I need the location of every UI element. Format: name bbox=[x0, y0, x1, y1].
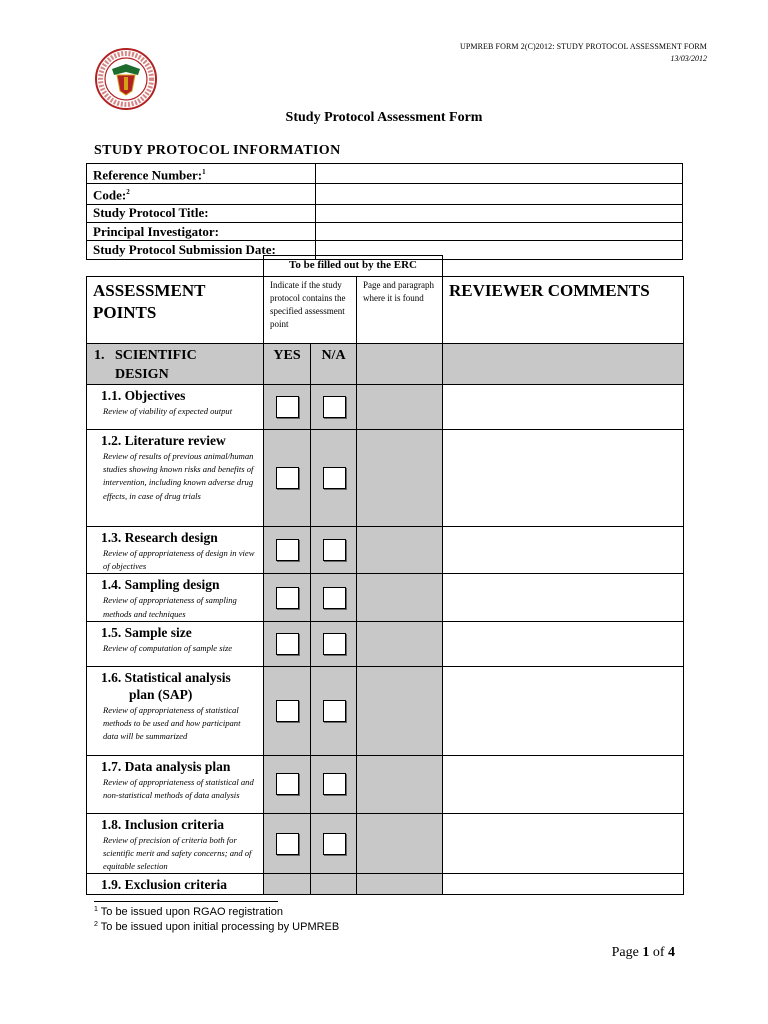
item-objectives: 1.1. Objectives Review of viability of expected output bbox=[87, 385, 264, 430]
item-exclusion-criteria: 1.9. Exclusion criteria bbox=[87, 874, 264, 895]
na-checkbox[interactable] bbox=[323, 633, 346, 655]
yes-checkbox[interactable] bbox=[276, 833, 299, 855]
reviewer-comment-cell[interactable] bbox=[443, 874, 684, 895]
reference-number-field[interactable] bbox=[316, 164, 683, 184]
item-research-design: 1.3. Research design Review of appropriateness of design in view of objectives bbox=[87, 527, 264, 574]
table-row bbox=[87, 666, 684, 755]
erc-header-row bbox=[87, 256, 684, 277]
page-paragraph-cell bbox=[357, 385, 443, 430]
na-checkbox[interactable] bbox=[323, 773, 346, 795]
indicate-header: Indicate if the study protocol contains the specified assessment point bbox=[264, 277, 357, 344]
principal-investigator-field[interactable] bbox=[316, 223, 683, 241]
reviewer-comment-cell[interactable] bbox=[443, 813, 684, 874]
info-row-code bbox=[87, 184, 683, 204]
protocol-title-field[interactable] bbox=[316, 204, 683, 222]
table-row bbox=[87, 874, 684, 895]
reviewer-comments-header: REVIEWER COMMENTS bbox=[443, 277, 684, 344]
info-row-reference bbox=[87, 164, 683, 184]
protocol-info-table bbox=[86, 163, 683, 260]
erc-header: To be filled out by the ERC bbox=[264, 256, 443, 277]
reviewer-comment-cell[interactable] bbox=[443, 666, 684, 755]
yes-checkbox[interactable] bbox=[276, 539, 299, 561]
page-paragraph-cell bbox=[357, 430, 443, 527]
protocol-title-label: Study Protocol Title: bbox=[87, 204, 316, 222]
item-sample-size: 1.5. Sample size Review of computation of sample size bbox=[87, 621, 264, 666]
form-code: UPMREB FORM 2(C)2012: STUDY PROTOCOL ASSESSMENT FORM bbox=[459, 42, 707, 51]
na-checkbox[interactable] bbox=[323, 396, 346, 418]
university-seal-logo bbox=[94, 47, 158, 111]
yes-header: YES bbox=[264, 344, 311, 385]
item-data-analysis-plan: 1.7. Data analysis plan Review of appropriateness of statistical and non-statistical methods of data analysis bbox=[87, 755, 264, 813]
page-paragraph-cell bbox=[357, 621, 443, 666]
item-inclusion-criteria: 1.8. Inclusion criteria Review of precision of criteria both for scientific merit and safety concerns; and of equitable selection bbox=[87, 813, 264, 874]
table-row bbox=[87, 813, 684, 874]
table-row bbox=[87, 755, 684, 813]
column-header-row bbox=[87, 277, 684, 344]
info-row-investigator bbox=[87, 223, 683, 241]
table-row bbox=[87, 385, 684, 430]
na-checkbox[interactable] bbox=[323, 587, 346, 609]
reviewer-comment-cell[interactable] bbox=[443, 621, 684, 666]
code-field[interactable] bbox=[316, 184, 683, 204]
section-row-scientific-design bbox=[87, 344, 684, 385]
table-row bbox=[87, 527, 684, 574]
table-row bbox=[87, 574, 684, 621]
yes-checkbox[interactable] bbox=[276, 633, 299, 655]
table-row bbox=[87, 621, 684, 666]
reviewer-comment-cell[interactable] bbox=[443, 574, 684, 621]
reviewer-comment-cell[interactable] bbox=[443, 527, 684, 574]
item-literature-review: 1.2. Literature review Review of results of previous animal/human studies showing known risks and benefits of intervention, including known adverse drug effects, in case of drug trials bbox=[87, 430, 264, 527]
section-title: 1. SCIENTIFIC DESIGN bbox=[87, 344, 264, 385]
na-header: N/A bbox=[311, 344, 357, 385]
yes-checkbox[interactable] bbox=[276, 587, 299, 609]
reviewer-comment-cell[interactable] bbox=[443, 755, 684, 813]
table-row bbox=[87, 430, 684, 527]
page-paragraph-cell bbox=[357, 666, 443, 755]
footnote-2: $^2$ To be issued upon initial processing by UPMREB bbox=[94, 921, 340, 933]
page-paragraph-cell bbox=[357, 755, 443, 813]
yes-checkbox[interactable] bbox=[276, 773, 299, 795]
na-checkbox[interactable] bbox=[323, 539, 346, 561]
footnote-separator bbox=[94, 901, 278, 902]
reviewer-comment-cell[interactable] bbox=[443, 430, 684, 527]
yes-checkbox[interactable] bbox=[276, 467, 299, 489]
reviewer-comment-cell[interactable] bbox=[443, 385, 684, 430]
page-paragraph-header: Page and paragraph where it is found bbox=[357, 277, 443, 344]
page-paragraph-cell bbox=[357, 813, 443, 874]
assessment-table bbox=[86, 255, 684, 895]
reference-number-label: Reference Number:$^1$ bbox=[87, 164, 316, 184]
item-statistical-analysis-plan: 1.6. Statistical analysis plan (SAP) Review of appropriateness of statistical methods to be used and how participant data will be summarized bbox=[87, 666, 264, 755]
na-checkbox[interactable] bbox=[323, 467, 346, 489]
page-paragraph-cell bbox=[357, 527, 443, 574]
footnote-1: $^1$ To be issued upon RGAO registration bbox=[94, 906, 283, 918]
yes-checkbox[interactable] bbox=[276, 700, 299, 722]
page-paragraph-cell bbox=[357, 574, 443, 621]
form-date: 13/03/2012 bbox=[670, 54, 707, 63]
yes-checkbox[interactable] bbox=[276, 396, 299, 418]
info-row-title bbox=[87, 204, 683, 222]
form-title: Study Protocol Assessment Form bbox=[285, 110, 483, 125]
page-paragraph-cell bbox=[357, 874, 443, 895]
na-checkbox[interactable] bbox=[323, 833, 346, 855]
code-label: Code:$^2$ bbox=[87, 184, 316, 204]
section-heading: STUDY PROTOCOL INFORMATION bbox=[94, 143, 341, 158]
principal-investigator-label: Principal Investigator: bbox=[87, 223, 316, 241]
submission-date-label: Study Protocol Submission Date: bbox=[87, 241, 316, 259]
na-checkbox[interactable] bbox=[323, 700, 346, 722]
item-sampling-design: 1.4. Sampling design Review of appropriateness of sampling methods and techniques bbox=[87, 574, 264, 621]
assessment-points-header: ASSESSMENT POINTS bbox=[87, 277, 264, 344]
page-number: Page 1 of 4 bbox=[611, 945, 675, 960]
